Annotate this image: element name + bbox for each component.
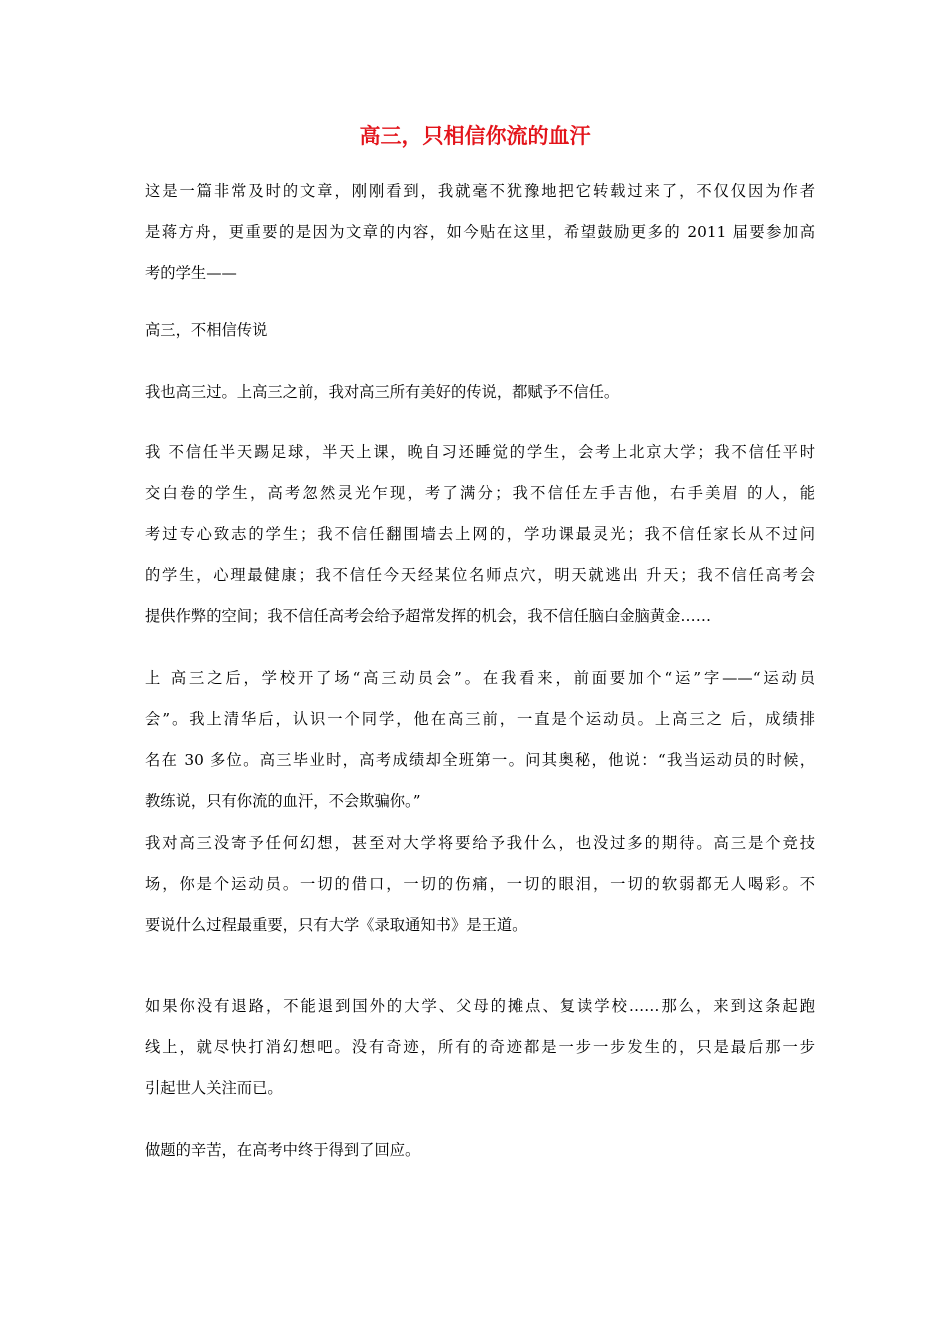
document-title: 高三，只相信你流的血汗 bbox=[359, 123, 591, 148]
paragraph-line: 的学生，心理最健康；我不信任今天经某位名师点穴，明天就逃出 升天；我不信任高考会 bbox=[145, 566, 815, 584]
paragraph-line: 高三，不相信传说 bbox=[145, 321, 268, 339]
paragraph-line: 考的学生—— bbox=[145, 264, 237, 282]
section-heading bbox=[145, 310, 815, 351]
paragraph bbox=[145, 823, 815, 946]
paragraph-line: 我也高三过。上高三之前，我对高三所有美好的传说，都赋予不信任。 bbox=[145, 383, 620, 401]
paragraph-line: 我对高三没寄予任何幻想，甚至对大学将要给予我什么，也没过多的期待。高三是个竞技 bbox=[145, 834, 815, 852]
paragraph-line: 场，你是个运动员。一切的借口，一切的伤痛，一切的眼泪，一切的软弱都无人喝彩。不 bbox=[145, 875, 815, 893]
paragraph-line: 做题的辛苦，在高考中终于得到了回应。 bbox=[145, 1141, 421, 1159]
paragraph-line: 这是一篇非常及时的文章，刚刚看到，我就毫不犹豫地把它转载过来了，不仅仅因为作者 bbox=[145, 182, 815, 200]
paragraph-line: 提供作弊的空间；我不信任高考会给予超常发挥的机会，我不信任脑白金脑黄金…… bbox=[145, 607, 711, 625]
paragraph bbox=[145, 432, 815, 637]
paragraph-line: 线上，就尽快打消幻想吧。没有奇迹，所有的奇迹都是一步一步发生的，只是最后那一步 bbox=[145, 1038, 815, 1056]
paragraph bbox=[145, 372, 815, 413]
paragraph bbox=[145, 1130, 815, 1171]
paragraph-line: 名在 30 多位。高三毕业时，高考成绩却全班第一。问其奥秘，他说：“我当运动员的时候， bbox=[145, 751, 815, 769]
paragraph-line: 上 高三之后，学校开了场“高三动员会”。在我看来，前面要加个“运”字——“运动员 bbox=[145, 669, 815, 687]
paragraph-line: 会”。我上清华后，认识一个同学，他在高三前，一直是个运动员。上高三之 后，成绩排 bbox=[145, 710, 815, 728]
paragraph-line: 我 不信任半天踢足球，半天上课，晚自习还睡觉的学生，会考上北京大学；我不信任平时 bbox=[145, 443, 815, 461]
paragraph-line: 教练说，只有你流的血汗，不会欺骗你。” bbox=[145, 792, 421, 810]
paragraph bbox=[145, 986, 815, 1109]
paragraph-line: 交白卷的学生，高考忽然灵光乍现，考了满分；我不信任左手吉他，右手美眉 的人，能 bbox=[145, 484, 815, 502]
paragraph-line: 考过专心致志的学生；我不信任翻围墙去上网的，学功课最灵光；我不信任家长从不过问 bbox=[145, 525, 815, 543]
paragraph-line: 是蒋方舟，更重要的是因为文章的内容，如今贴在这里，希望鼓励更多的 2011 届要参加高 bbox=[145, 223, 815, 241]
paragraph-intro bbox=[145, 171, 815, 294]
paragraph-line: 如果你没有退路，不能退到国外的大学、父母的摊点、复读学校……那么，来到这条起跑 bbox=[145, 997, 815, 1015]
paragraph bbox=[145, 658, 815, 822]
paragraph-line: 要说什么过程最重要，只有大学《录取通知书》是王道。 bbox=[145, 916, 528, 934]
paragraph-line: 引起世人关注而已。 bbox=[145, 1079, 283, 1097]
